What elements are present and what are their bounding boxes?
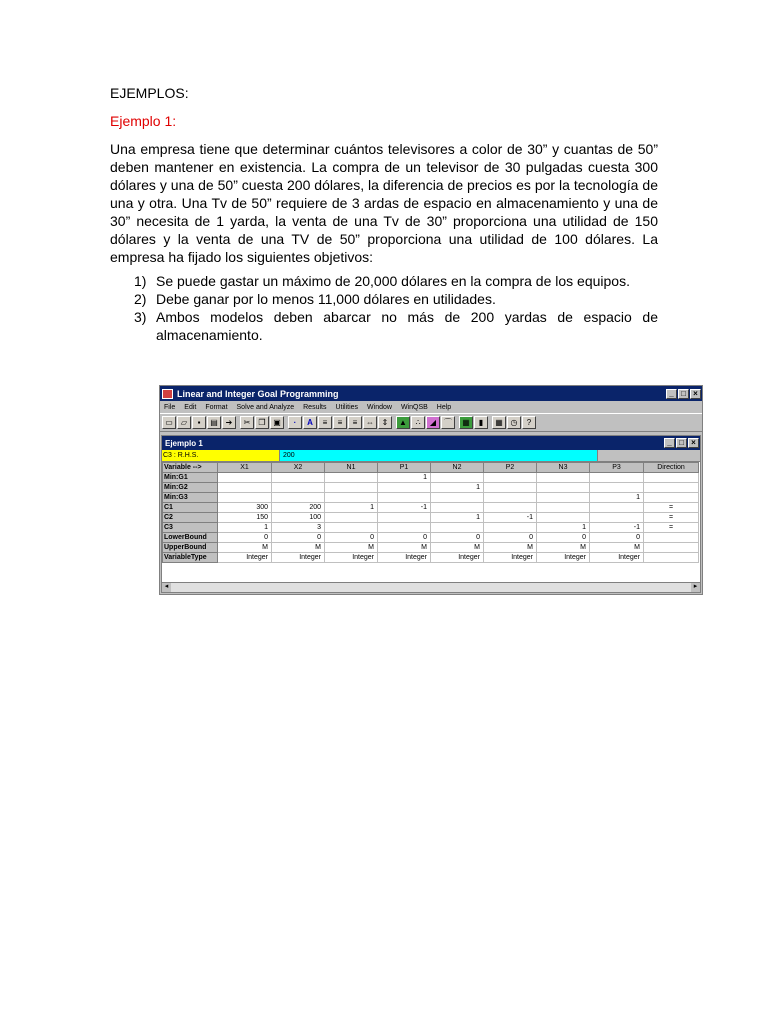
align-right-icon[interactable]: ≡ <box>348 416 362 429</box>
grid-cell[interactable] <box>484 523 537 533</box>
menu-bar <box>160 401 702 413</box>
grid-cell[interactable]: 1 <box>218 523 272 533</box>
row-header: LowerBound <box>163 533 218 543</box>
model-close-button[interactable]: × <box>688 438 699 448</box>
grid-cell[interactable] <box>537 493 590 503</box>
grid-cell[interactable] <box>590 473 644 483</box>
objective-number: 2) <box>134 291 147 307</box>
help-icon[interactable]: ? <box>522 416 536 429</box>
column-header: Direction <box>644 463 699 473</box>
grid-cell[interactable]: M <box>590 543 644 553</box>
grid-cell[interactable]: 1 <box>325 503 378 513</box>
font-icon[interactable]: A <box>303 416 317 429</box>
grid-cell[interactable] <box>484 483 537 493</box>
model-maximize-button[interactable]: □ <box>676 438 687 448</box>
print-icon[interactable]: ▤ <box>207 416 221 429</box>
grid-cell[interactable]: 0 <box>537 533 590 543</box>
grid-cell[interactable]: Integer <box>325 553 378 563</box>
column-header: P2 <box>484 463 537 473</box>
row-header: Min:G3 <box>163 493 218 503</box>
grid-cell[interactable]: Integer <box>218 553 272 563</box>
menu-format[interactable]: Format <box>205 403 228 411</box>
grid-cell[interactable] <box>537 483 590 493</box>
close-button[interactable]: × <box>690 389 701 399</box>
grid-cell[interactable] <box>378 523 431 533</box>
model-grid <box>162 462 699 563</box>
grid-cell[interactable]: 1 <box>590 493 644 503</box>
column-header: P3 <box>590 463 644 473</box>
cell-entry-bar <box>162 450 700 462</box>
grid-cell[interactable] <box>484 503 537 513</box>
grid-cell[interactable] <box>484 493 537 503</box>
grid-cell[interactable] <box>272 493 325 503</box>
grid-cell[interactable]: 0 <box>590 533 644 543</box>
grid-row <box>163 553 699 563</box>
grid-cell[interactable]: 0 <box>325 533 378 543</box>
objective-item <box>110 308 658 344</box>
direction-cell[interactable] <box>644 493 699 503</box>
grid-cell[interactable] <box>325 513 378 523</box>
grid-cell[interactable] <box>484 473 537 483</box>
menu-winqsb[interactable]: WinQSB <box>400 403 428 411</box>
grid-cell[interactable] <box>590 513 644 523</box>
direction-cell[interactable] <box>644 483 699 493</box>
scroll-left-icon[interactable]: ◂ <box>162 583 171 592</box>
grid-cell[interactable]: M <box>484 543 537 553</box>
grid-cell[interactable]: 1 <box>431 513 484 523</box>
grid-cell[interactable]: -1 <box>378 503 431 513</box>
grid-cell[interactable] <box>325 523 378 533</box>
open-folder-icon[interactable]: ▱ <box>177 416 191 429</box>
winqsb-window-screenshot <box>159 385 703 595</box>
column-header: X1 <box>218 463 272 473</box>
clock-icon[interactable]: ◷ <box>507 416 521 429</box>
grid-row <box>163 523 699 533</box>
grid-cell[interactable] <box>590 503 644 513</box>
model-title: Ejemplo 1 <box>165 438 203 448</box>
row-header: VariableType <box>163 553 218 563</box>
grid-cell[interactable] <box>431 503 484 513</box>
minimize-button[interactable]: _ <box>666 389 677 399</box>
graph-icon[interactable]: ▲ <box>396 416 410 429</box>
direction-cell[interactable] <box>644 543 699 553</box>
menu-window[interactable]: Window <box>367 403 392 411</box>
menu-utilities[interactable]: Utilities <box>335 403 359 411</box>
scatter-icon[interactable]: ∴ <box>411 416 425 429</box>
grid-icon[interactable]: ▦ <box>459 416 473 429</box>
scroll-right-icon[interactable]: ▸ <box>691 583 700 592</box>
save-icon[interactable]: ▪ <box>192 416 206 429</box>
grid-cell[interactable] <box>272 473 325 483</box>
row-header: C2 <box>163 513 218 523</box>
grid-cell[interactable]: 1 <box>378 473 431 483</box>
direction-cell[interactable]: = <box>644 513 699 523</box>
grid-cell[interactable]: Integer <box>537 553 590 563</box>
grid-cell[interactable]: 0 <box>272 533 325 543</box>
grid-row <box>163 513 699 523</box>
bar-chart-icon[interactable]: ▮ <box>474 416 488 429</box>
cut-icon[interactable]: ✂ <box>240 416 254 429</box>
objective-item <box>110 272 658 290</box>
align-left-icon[interactable]: ≡ <box>318 416 332 429</box>
heading-ejemplo-1: Ejemplo 1: <box>110 113 177 129</box>
row-header: C1 <box>163 503 218 513</box>
grid-cell[interactable]: M <box>537 543 590 553</box>
grid-cell[interactable]: 150 <box>218 513 272 523</box>
objective-text: Debe ganar por lo menos 11,000 dólares en utilidades. <box>156 291 496 307</box>
grid-cell[interactable]: Integer <box>431 553 484 563</box>
row-header: C3 <box>163 523 218 533</box>
calculator-icon[interactable]: ▦ <box>492 416 506 429</box>
grid-row <box>163 503 699 513</box>
grid-cell[interactable] <box>431 473 484 483</box>
menu-solve-and-analyze[interactable]: Solve and Analyze <box>236 403 295 411</box>
grid-cell[interactable]: M <box>325 543 378 553</box>
objectives-list <box>110 272 658 344</box>
objective-item <box>110 290 658 308</box>
grid-cell[interactable]: 3 <box>272 523 325 533</box>
align-center-icon[interactable]: ≡ <box>333 416 347 429</box>
problem-paragraph: Una empresa tiene que determinar cuántos televisores a color de 30” y cuantas de 50” deben mantener en existencia. La compra de un televisor de 30 pulgadas cuesta 300 dólares y una de 50” cuesta 200 dólares, la diferencia de precios es por la tecnología de una y otra. Una Tv de 50” requiere de 3 ardas de espacio en almacenamiento y una de 30” necesita de 1 yarda, la venta de una Tv de 30” proporciona una utilidad de 150 dólares y la venta de una TV de 50” proporciona una utilidad de 100 dólares. La empresa ha fijado los siguientes objetivos: <box>110 141 658 265</box>
objective-number: 3) <box>134 309 147 325</box>
objective-text: Ambos modelos deben abarcar no más de 200 yardas de espacio de almacenamiento. <box>156 309 658 343</box>
grid-cell[interactable] <box>378 493 431 503</box>
app-title-bar <box>160 386 702 401</box>
solve-icon[interactable]: ➔ <box>222 416 236 429</box>
row-header: UpperBound <box>163 543 218 553</box>
column-header: P1 <box>378 463 431 473</box>
model-minimize-button[interactable]: _ <box>664 438 675 448</box>
grid-cell[interactable]: 300 <box>218 503 272 513</box>
grid-cell[interactable]: Integer <box>484 553 537 563</box>
row-header: Min:G2 <box>163 483 218 493</box>
grid-cell[interactable]: 0 <box>431 533 484 543</box>
grid-cell[interactable]: 200 <box>272 503 325 513</box>
cell-value-input[interactable]: 200 <box>280 450 598 461</box>
objective-number: 1) <box>134 273 147 289</box>
grid-row <box>163 493 699 503</box>
grid-cell[interactable]: M <box>378 543 431 553</box>
direction-cell[interactable] <box>644 553 699 563</box>
copy-icon[interactable]: ❐ <box>255 416 269 429</box>
column-header: N3 <box>537 463 590 473</box>
cell-reference: C3 : R.H.S. <box>162 450 280 461</box>
grid-cell[interactable] <box>218 493 272 503</box>
grid-cell[interactable] <box>537 473 590 483</box>
grid-cell[interactable]: Integer <box>590 553 644 563</box>
new-file-icon[interactable]: ▭ <box>162 416 176 429</box>
menu-results[interactable]: Results <box>303 403 327 411</box>
grid-cell[interactable] <box>218 473 272 483</box>
number-format-icon[interactable]: · <box>288 416 302 429</box>
menu-help[interactable]: Help <box>436 403 452 411</box>
grid-corner-header: Variable --> <box>163 463 218 473</box>
menu-edit[interactable]: Edit <box>184 403 197 411</box>
row-height-icon[interactable]: ⇕ <box>378 416 392 429</box>
grid-cell[interactable]: M <box>272 543 325 553</box>
grid-cell[interactable]: -1 <box>484 513 537 523</box>
model-window <box>161 435 701 593</box>
grid-cell[interactable] <box>325 473 378 483</box>
grid-cell[interactable] <box>590 483 644 493</box>
grid-header-row <box>163 463 699 473</box>
grid-cell[interactable] <box>218 483 272 493</box>
grid-cell[interactable]: M <box>431 543 484 553</box>
row-header: Min:G1 <box>163 473 218 483</box>
grid-cell[interactable]: 1 <box>431 483 484 493</box>
direction-cell[interactable] <box>644 473 699 483</box>
app-title: Linear and Integer Goal Programming <box>177 388 339 399</box>
column-header: N1 <box>325 463 378 473</box>
grid-row <box>163 543 699 553</box>
direction-cell[interactable]: = <box>644 503 699 513</box>
grid-cell[interactable]: 0 <box>378 533 431 543</box>
grid-cell[interactable] <box>272 483 325 493</box>
grid-cell[interactable]: 0 <box>218 533 272 543</box>
grid-cell[interactable]: Integer <box>272 553 325 563</box>
grid-cell[interactable] <box>431 493 484 503</box>
document-body <box>110 84 658 344</box>
toolbar <box>160 413 702 432</box>
grid-row <box>163 473 699 483</box>
heading-ejemplos: EJEMPLOS: <box>110 85 189 101</box>
maximize-button[interactable]: □ <box>678 389 689 399</box>
grid-cell[interactable] <box>537 513 590 523</box>
column-header: N2 <box>431 463 484 473</box>
curve-icon[interactable]: ⌒ <box>441 416 455 429</box>
grid-cell[interactable]: -1 <box>590 523 644 533</box>
column-width-icon[interactable]: ⇔ <box>363 416 377 429</box>
grid-cell[interactable]: 1 <box>537 523 590 533</box>
area-chart-icon[interactable]: ◢ <box>426 416 440 429</box>
direction-cell[interactable] <box>644 533 699 543</box>
grid-cell[interactable] <box>325 483 378 493</box>
direction-cell[interactable]: = <box>644 523 699 533</box>
grid-row <box>163 483 699 493</box>
grid-cell[interactable] <box>431 523 484 533</box>
grid-row <box>163 533 699 543</box>
column-header: X2 <box>272 463 325 473</box>
grid-cell[interactable] <box>378 513 431 523</box>
grid-cell[interactable]: 100 <box>272 513 325 523</box>
grid-cell[interactable]: 0 <box>484 533 537 543</box>
model-title-bar <box>162 436 700 450</box>
objective-text: Se puede gastar un máximo de 20,000 dólares en la compra de los equipos. <box>156 273 630 289</box>
grid-cell[interactable]: M <box>218 543 272 553</box>
grid-cell[interactable] <box>378 483 431 493</box>
paste-icon[interactable]: ▣ <box>270 416 284 429</box>
horizontal-scrollbar[interactable] <box>162 582 700 592</box>
grid-cell[interactable] <box>325 493 378 503</box>
app-icon <box>162 389 173 399</box>
grid-cell[interactable]: Integer <box>378 553 431 563</box>
grid-cell[interactable] <box>537 503 590 513</box>
menu-file[interactable]: File <box>164 403 176 411</box>
